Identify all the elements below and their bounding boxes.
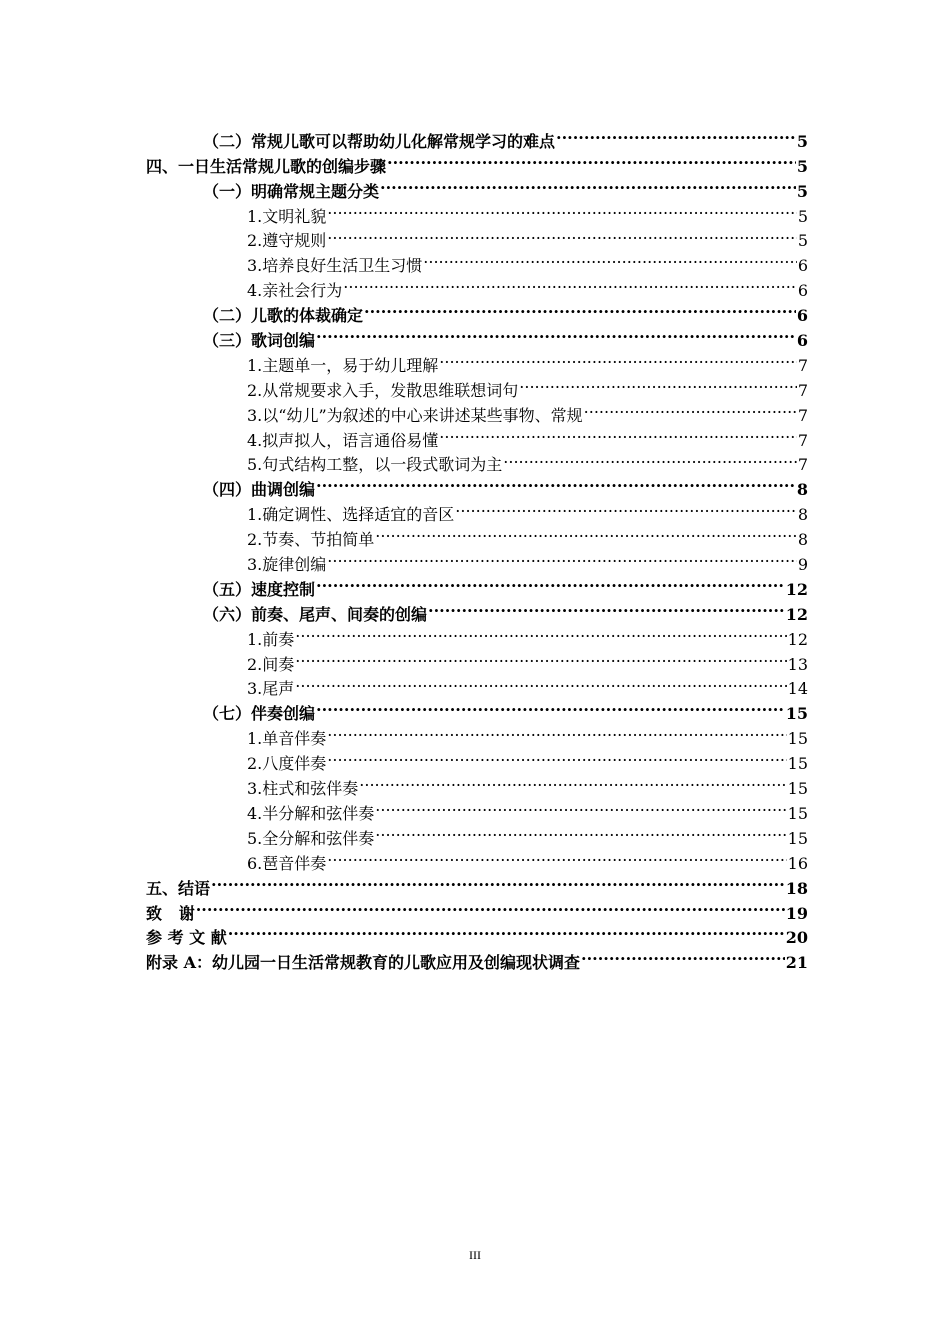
toc-entry-title: （四）曲调创编 [203,480,316,500]
toc-entry-title: （二）儿歌的体裁确定 [203,306,364,326]
toc-entry-page: 15 [787,828,808,848]
toc-entry[interactable] [146,844,808,873]
toc-entry-title: 3.以“幼儿”为叙述的中心来讲述某些事物、常规 [247,405,583,425]
toc-leader-dots [375,819,786,844]
toc-leader-dots [295,620,786,645]
toc-entry[interactable] [146,894,808,923]
toc-leader-dots [581,943,785,968]
toc-entry-page: 6 [796,331,808,351]
toc-entry[interactable] [146,545,808,575]
toc-leader-dots [327,744,786,769]
toc-entry[interactable] [146,645,808,674]
toc-leader-dots [380,172,796,197]
toc-entry[interactable] [146,296,808,326]
toc-leader-dots [316,321,796,346]
toc-entry[interactable] [146,769,808,799]
toc-entry-page: 15 [785,704,808,724]
toc-entry-title: 2.节奏、节拍简单 [247,530,375,550]
toc-leader-dots [584,396,797,421]
toc-entry-page: 8 [797,505,808,525]
table-of-contents [146,122,808,973]
toc-leader-dots [295,670,786,695]
toc-entry-page: 9 [797,555,808,575]
toc-leader-dots [316,570,785,595]
toc-entry[interactable] [146,919,808,948]
toc-entry-page: 5 [797,231,808,251]
toc-entry-title: 四、一日生活常规儿歌的创编步骤 [146,156,387,176]
toc-entry-page: 5 [796,181,808,201]
toc-leader-dots [327,197,797,222]
toc-leader-dots [196,894,785,919]
toc-entry-page: 16 [787,853,808,873]
toc-entry[interactable] [146,694,808,724]
toc-entry[interactable] [146,570,808,599]
toc-entry-page: 7 [797,380,808,400]
toc-leader-dots [387,147,796,172]
toc-entry-title: （一）明确常规主题分类 [203,181,380,201]
toc-entry[interactable] [146,122,808,151]
toc-entry-page: 7 [797,355,808,375]
toc-leader-dots [375,520,797,545]
toc-entry-page: 5 [797,206,808,226]
toc-entry[interactable] [146,819,808,848]
toc-leader-dots [327,222,797,247]
toc-leader-dots [439,421,797,446]
toc-leader-dots [343,271,797,296]
toc-leader-dots [556,122,796,147]
toc-leader-dots [519,371,797,396]
toc-entry-page: 12 [785,604,808,624]
toc-leader-dots [327,844,786,869]
toc-entry-title: 3.培养良好生活卫生习惯 [247,256,423,276]
toc-entry-title: 1.文明礼貌 [247,206,327,226]
toc-entry-page: 7 [797,455,808,475]
toc-entry-title: 3.柱式和弦伴奏 [247,779,359,799]
toc-entry-title: 附录 A：幼儿园一日生活常规教育的儿歌应用及创编现状调查 [146,953,580,973]
toc-entry-page: 15 [787,803,808,823]
toc-entry-title: 4.拟声拟人，语言通俗易懂 [247,430,439,450]
toc-entry-page: 18 [785,878,808,898]
toc-entry-title: 2.八度伴奏 [247,754,327,774]
toc-leader-dots [211,869,785,894]
toc-entry-page: 12 [785,579,808,599]
toc-entry-page: 14 [787,679,808,699]
toc-leader-dots [295,645,786,670]
toc-leader-dots [228,919,785,944]
toc-leader-dots [359,769,786,794]
toc-entry-page: 6 [796,306,808,326]
toc-entry[interactable] [146,670,808,699]
toc-entry-page: 8 [797,530,808,550]
toc-entry-title: （二）常规儿歌可以帮助幼儿化解常规学习的难点 [203,131,556,151]
toc-entry-title: 2.遵守规则 [247,231,327,251]
toc-entry-page: 15 [787,779,808,799]
toc-entry-title: 1.确定调性、选择适宜的音区 [247,505,455,525]
toc-entry-page: 7 [797,430,808,450]
toc-entry-title: 2.间奏 [247,654,295,674]
toc-entry[interactable] [146,869,808,898]
page-number: III [469,1248,481,1262]
toc-entry-title: 4.亲社会行为 [247,281,343,301]
toc-entry[interactable] [146,446,808,475]
toc-leader-dots [316,470,796,495]
toc-leader-dots [364,296,796,321]
toc-leader-dots [327,719,786,744]
toc-entry-title: 3.旋律创编 [247,555,327,575]
toc-entry-title: 五、结语 [146,878,211,898]
toc-leader-dots [327,545,797,570]
toc-entry-page: 7 [797,405,808,425]
toc-entry-page: 20 [785,928,808,948]
toc-entry[interactable] [146,371,808,400]
toc-entry-page: 21 [785,953,808,973]
toc-leader-dots [375,794,786,819]
toc-entry-page: 5 [796,131,808,151]
toc-leader-dots [439,346,797,371]
toc-entry-title: 1.前奏 [247,629,295,649]
toc-leader-dots [316,694,785,719]
toc-entry-title: （五）速度控制 [203,579,316,599]
toc-entry-title: （七）伴奏创编 [203,704,316,724]
toc-entry-title: 参 考 文 献 [146,928,227,948]
toc-entry-page: 6 [797,281,808,301]
toc-entry-page: 13 [787,654,808,674]
toc-entry-page: 19 [785,903,808,923]
toc-leader-dots [503,446,797,471]
toc-entry[interactable] [146,470,808,500]
toc-entry[interactable] [146,794,808,823]
toc-entry-page: 12 [787,629,808,649]
toc-entry-page: 15 [787,754,808,774]
toc-entry[interactable] [146,421,808,450]
toc-entry[interactable] [146,246,808,276]
toc-entry[interactable] [146,943,808,973]
toc-entry-page: 5 [796,156,808,176]
toc-entry-title: 6.琶音伴奏 [247,853,327,873]
toc-entry-title: 1.主题单一，易于幼儿理解 [247,355,439,375]
toc-entry-title: 3.尾声 [247,679,295,699]
toc-entry-page: 15 [787,729,808,749]
toc-entry[interactable] [146,520,808,550]
toc-entry-title: 5.全分解和弦伴奏 [247,828,375,848]
toc-entry[interactable] [146,744,808,774]
toc-entry-page: 6 [797,256,808,276]
toc-entry-page: 8 [796,480,808,500]
toc-entry-title: 4.半分解和弦伴奏 [247,803,375,823]
toc-entry-title: （三）歌词创编 [203,331,316,351]
toc-entry-title: 致 谢 [146,903,195,923]
toc-leader-dots [428,595,785,620]
toc-entry-title: 5.句式结构工整，以一段式歌词为主 [247,455,503,475]
toc-entry[interactable] [146,222,808,251]
toc-entry-title: 1.单音伴奏 [247,729,327,749]
toc-entry-title: 2.从常规要求入手，发散思维联想词句 [247,380,519,400]
toc-leader-dots [423,246,797,271]
toc-entry[interactable] [146,271,808,301]
toc-entry-title: （六）前奏、尾声、间奏的创编 [203,604,428,624]
toc-leader-dots [455,495,797,520]
